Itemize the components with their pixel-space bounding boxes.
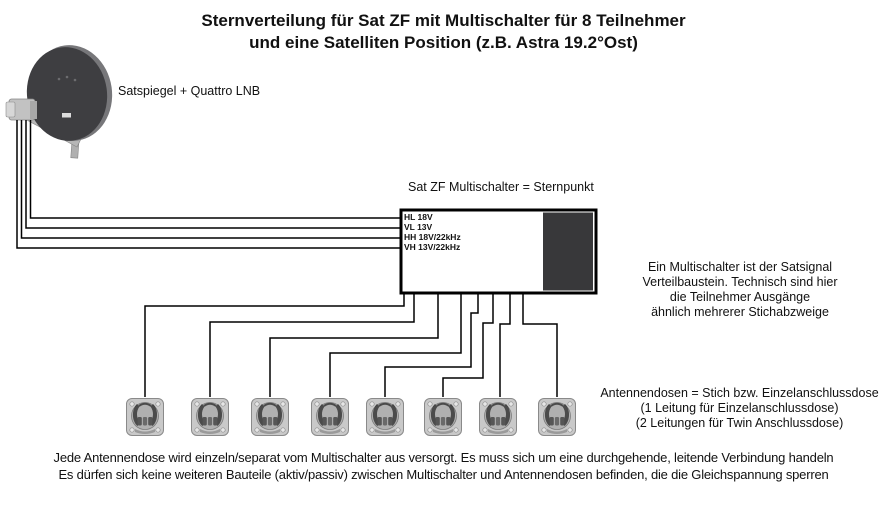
cable-outlet-3 [270,293,438,397]
subscriber-cables [145,293,557,397]
multiswitch-note [615,260,865,320]
title-line-1: Sternverteilung für Sat ZF mit Multischalter für 8 Teilnehmer [201,11,686,30]
dish-reflector [21,42,113,146]
cable-outlet-6 [443,293,493,397]
cable-outlet-7 [500,293,510,397]
dish-logo [62,113,71,118]
multiswitch-label: Sat ZF Multischalter = Sternpunkt [408,180,594,194]
antenna-socket-icon [192,399,229,436]
multiswitch-dark-block [543,213,593,291]
antenna-socket-icon [539,399,576,436]
footer-note [0,449,887,483]
footer-note-line-1: Jede Antennendose wird einzeln/separat vom Multischalter aus versorgt. Es muss sich um eine durchgehende, leitende Verbindung handeln [53,450,834,465]
title-line-2: und eine Satelliten Position (z.B. Astra 19.2°Ost) [249,33,638,52]
cable-outlet-8 [523,293,557,397]
antenna-socket-icon [367,399,404,436]
cable-outlet-5 [385,293,478,397]
multiswitch-note-line: die Teilnehmer Ausgänge [669,290,811,304]
port-label-hl: HL 18V [404,212,433,222]
port-label-hh: HH 18V/22kHz [404,232,461,242]
multiswitch-port-labels [404,212,461,252]
outlets-note [592,386,887,431]
antenna-socket-icon [480,399,517,436]
dish-label: Satspiegel + Quattro LNB [118,84,261,98]
cable-outlet-1 [145,293,404,397]
outlets-note-line: Antennendosen = Stich bzw. Einzelanschlussdose [600,386,879,400]
antenna-socket-icon [252,399,289,436]
port-label-vh: VH 13V/22kHz [404,242,461,252]
antenna-socket-icon [312,399,349,436]
outlets-note-line: (2 Leitungen für Twin Anschlussdose) [635,416,844,430]
satellite-dish-graphic [6,40,118,158]
antenna-outlets-row [127,399,576,436]
multiswitch-note-line: Verteilbaustein. Technisch sind hier [642,275,838,289]
outlets-note-line: (1 Leitung für Einzelanschlussdose) [640,401,839,415]
cable-outlet-4 [330,293,461,397]
antenna-socket-icon [127,399,164,436]
antenna-socket-icon [425,399,462,436]
cable-outlet-2 [210,293,414,397]
port-label-vl: VL 13V [404,222,433,232]
multiswitch-note-line: Ein Multischalter ist der Satsignal [647,260,833,274]
multiswitch-note-line: ähnlich mehrerer Stichabzweige [651,305,829,319]
footer-note-line-2: Es dürfen sich keine weiteren Bauteile (aktiv/passiv) zwischen Multischalter und Antennendosen befinden, die die Gleichspannung sperren [58,467,829,482]
